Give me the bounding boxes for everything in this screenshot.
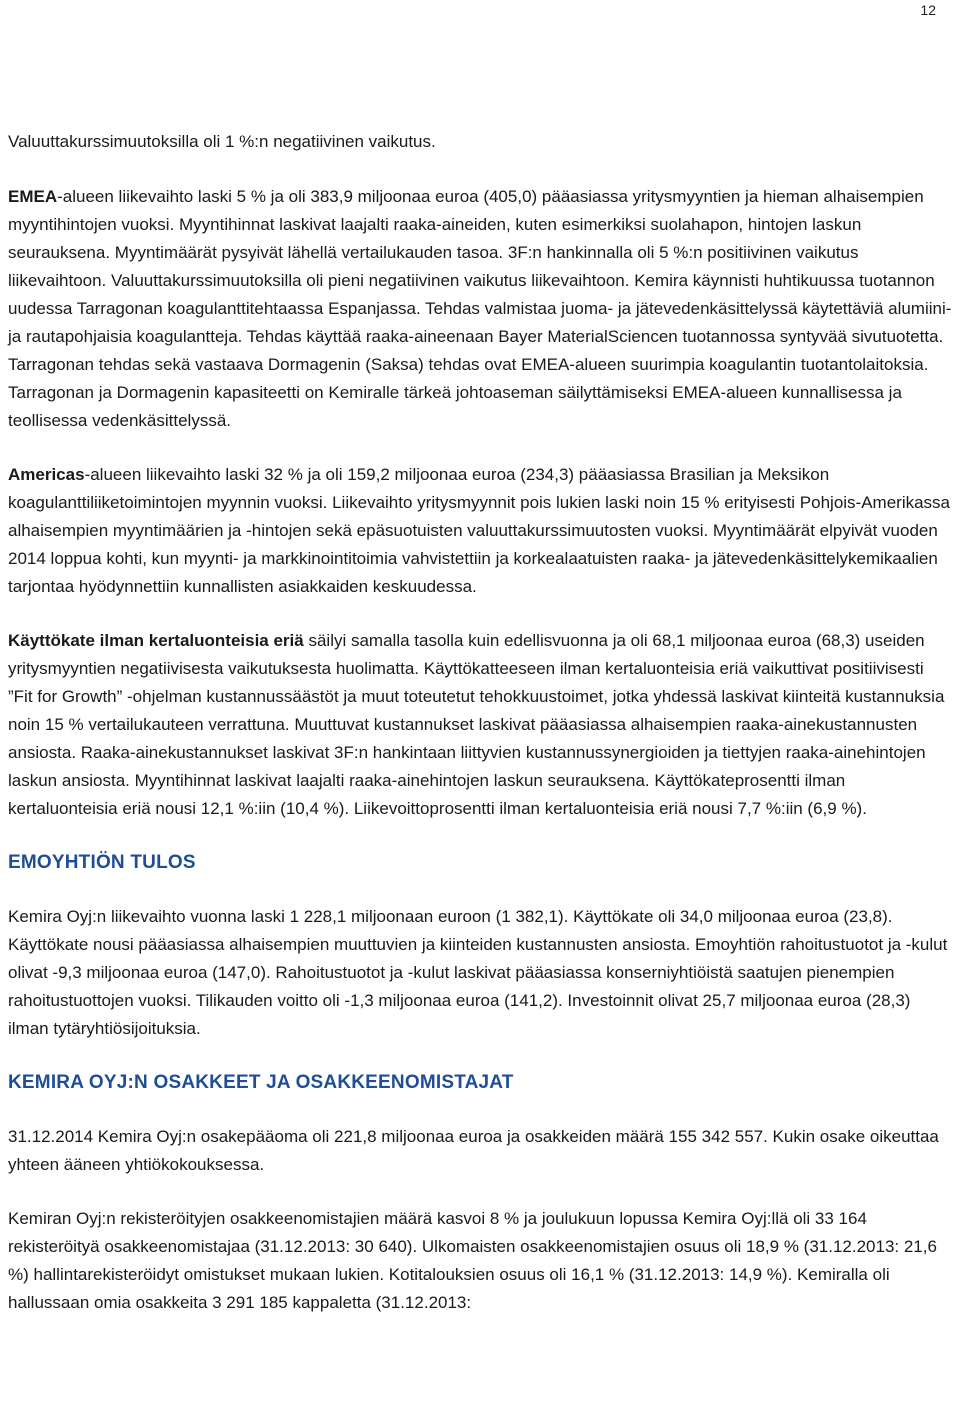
emea-lead: EMEA bbox=[8, 187, 58, 206]
ebit-paragraph bbox=[8, 627, 952, 823]
page-number: 12 bbox=[920, 2, 936, 18]
ebit-text: säilyi samalla tasolla kuin edellisvuonna ja oli 68,1 miljoonaa euroa (68,3) useiden yritysmyyntien negatiivisesta vaikutuksesta huolimatta. Käyttökatteeseen ilman kertaluonteisia eriä vaikuttivat positiivisesti ”Fit for Growth” -ohjelman kustannussäästöt ja muut toteutetut tehokkuustoimet, jotka yhdessä laskivat kiinteitä kustannuksia noin 15 % vertailukauteen verrattuna. Muuttuvat kustannukset laskivat pääasiassa alhaisempien raaka-ainekustannusten ansiosta. Raaka-ainekustannukset laskivat 3F:n hankintaan liittyvien kustannussynergioiden ja tiettyjen raaka-ainehintojen laskun ansiosta. Myyntihinnat laskivat laajalti raaka-ainehintojen laskun seurauksena. Käyttökateprosentti ilman kertaluonteisia eriä nousi 12,1 %:iin (10,4 %). Liikevoittoprosentti ilman kertaluonteisia eriä nousi 7,7 %:iin (6,9 %). bbox=[8, 631, 945, 818]
document-body bbox=[8, 128, 952, 1317]
ebit-lead: Käyttökate ilman kertaluonteisia eriä bbox=[8, 631, 304, 650]
americas-lead: Americas bbox=[8, 465, 85, 484]
shareholders-paragraph: Kemiran Oyj:n rekisteröityjen osakkeenomistajien määrä kasvoi 8 % ja joulukuun lopussa Kemira Oyj:llä oli 33 164 rekisteröityä osakkeenomistajaa (31.12.2013: 30 640). Ulkomaisten osakkeenomistajien osuus oli 18,9 % (31.12.2013: 21,6 %) hallintarekisteröidyt omistukset mukaan lukien. Kotitalouksien osuus oli 16,1 % (31.12.2013: 14,9 %). Kemiralla oli hallussaan omia osakkeita 3 291 185 kappaletta (31.12.2013: bbox=[8, 1209, 937, 1312]
parent-company-heading: EMOYHTIÖN TULOS bbox=[8, 852, 196, 873]
share-capital-paragraph: 31.12.2014 Kemira Oyj:n osakepääoma oli 221,8 miljoonaa euroa ja osakkeiden määrä 155 342 557. Kukin osake oikeuttaa yhteen ääneen yhtiökokouksessa. bbox=[8, 1127, 939, 1174]
americas-paragraph bbox=[8, 461, 952, 601]
americas-text: -alueen liikevaihto laski 32 % ja oli 159,2 miljoonaa euroa (234,3) pääasiassa Brasilian ja Meksikon koagulanttiliiketoimintojen myynnin vuoksi. Liikevaihto yritysmyynnit pois lukien laski noin 15 % erityisesti Pohjois-Amerikassa alhaisempien myyntimäärien ja -hintojen sekä epäsuotuisten valuuttakurssimuutosten vuoksi. Myyntimäärät elpyivät vuoden 2014 loppua kohti, kun myynti- ja markkinointitoimia vahvistettiin ja korkealaatuisten raaka- ja jätevedenkäsittelykemikaalien tarjontaa hyödynnettiin kunnallisten asiakkaiden keskuudessa. bbox=[8, 465, 951, 596]
emea-text: -alueen liikevaihto laski 5 % ja oli 383,9 miljoonaa euroa (405,0) pääasiassa yritysmyyntien ja hieman alhaisempien myyntihintojen vuoksi. Myyntihinnat laskivat laajalti raaka-aineiden, kuten esimerkiksi suolahapon, hintojen laskun seurauksena. Myyntimäärät pysyivät lähellä vertailukauden tasoa. 3F:n hankinnalla oli 5 %:n positiivinen vaikutus liikevaihtoon. Valuuttakurssimuutoksilla oli pieni negatiivinen vaikutus liikevaihtoon. Kemira käynnisti huhtikuussa tuotannon uudessa Tarragonan koagulanttitehtaassa Espanjassa. Tehdas valmistaa juoma- ja jätevedenkäsittelyssä käytettäviä alumiini- ja rautapohjaisia koagulantteja. Tehdas käyttää raaka-aineenaan Bayer MaterialSciencen tuotannossa syntyvää sivutuotetta. Tarragonan tehdas sekä vastaava Dormagenin (Saksa) tehdas ovat EMEA-alueen suurimpia koagulantin tuotantolaitoksia. Tarragonan ja Dormagenin kapasiteetti on Kemiralle tärkeä johtoaseman säilyttämiseksi EMEA-alueen kunnallisessa ja teollisessa vedenkäsittelyssä. bbox=[8, 187, 952, 430]
shares-heading: KEMIRA OYJ:N OSAKKEET JA OSAKKEENOMISTAJAT bbox=[8, 1072, 514, 1093]
emea-paragraph bbox=[8, 183, 952, 435]
parent-company-paragraph: Kemira Oyj:n liikevaihto vuonna laski 1 228,1 miljoonaan euroon (1 382,1). Käyttökate oli 34,0 miljoonaa euroa (23,8). Käyttökate nousi pääasiassa alhaisempien muuttuvien ja kiinteiden kustannusten ansiosta. Emoyhtiön rahoitustuotot ja -kulut olivat -9,3 miljoonaa euroa (147,0). Rahoitustuotot ja -kulut laskivat pääasiassa konserniyhtiöistä saatujen pienempien rahoitustuottojen vuoksi. Tilikauden voitto oli -1,3 miljoonaa euroa (141,2). Investoinnit olivat 25,7 miljoonaa euroa (28,3) ilman tytäryhtiösijoituksia. bbox=[8, 907, 948, 1038]
fx-paragraph: Valuuttakurssimuutoksilla oli 1 %:n negatiivinen vaikutus. bbox=[8, 132, 436, 151]
